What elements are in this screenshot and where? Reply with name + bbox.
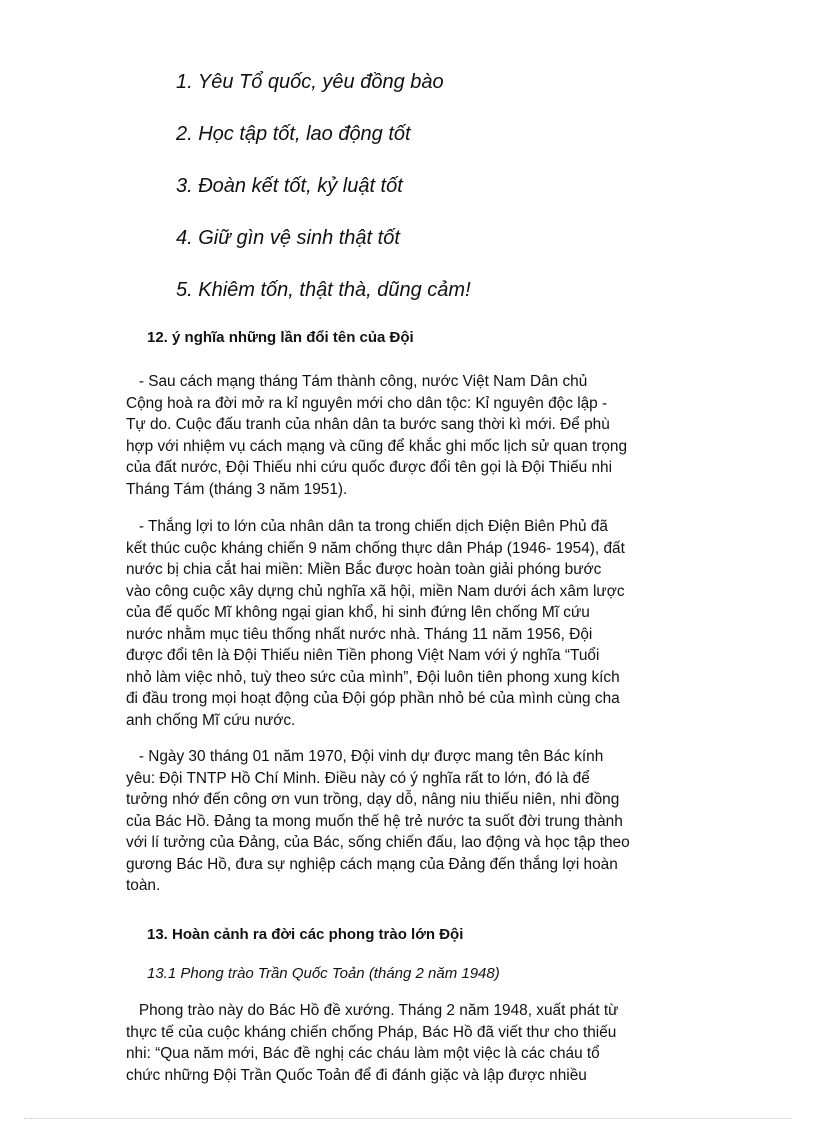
text-line: toàn.: [126, 877, 161, 894]
text-line: - Ngày 30 tháng 01 năm 1970, Đội vinh dự được mang tên Bác kính: [126, 748, 604, 765]
text-line: thực tế của cuộc kháng chiến chống Pháp, Bác Hồ đã viết thư cho thiếu: [126, 1023, 617, 1041]
text-line: của Bác Hồ. Đảng ta mong muốn thế hệ trẻ nước ta suốt đời trung thành: [126, 812, 623, 830]
section-12-paragraph-1: [126, 371, 701, 500]
text-line: của đế quốc Mĩ không ngại gian khổ, hi sinh đứng lên chống Mĩ cứu: [126, 604, 590, 621]
text-line: nước nhằm mục tiêu thống nhất nước nhà. Tháng 11 năm 1956, Đội: [126, 625, 593, 643]
text-line: nước bị chia cắt hai miền: Miền Bắc được hoàn toàn giải phóng bước: [126, 561, 602, 578]
text-line: với lí tưởng của Đảng, của Bác, sống chiến đấu, lao động và học tập theo: [126, 834, 630, 851]
section-13-heading: 13. Hoàn cảnh ra đời các phong trào lớn Đội: [147, 926, 464, 943]
oath-item: 5. Khiêm tốn, thật thà, dũng cảm!: [176, 279, 471, 301]
text-line: Phong trào này do Bác Hồ đề xướng. Tháng 2 năm 1948, xuất phát từ: [126, 1002, 619, 1019]
text-line: chức những Đội Trần Quốc Toản để đi đánh giặc và lập được nhiều: [126, 1066, 587, 1084]
oath-item: 2. Học tập tốt, lao động tốt: [176, 123, 411, 145]
text-line: hợp với nhiệm vụ cách mạng và cũng để khắc ghi mốc lịch sử quan trọng: [126, 437, 628, 455]
text-line: Tháng Tám (tháng 3 năm 1951).: [126, 480, 348, 498]
text-line: yêu: Đội TNTP Hồ Chí Minh. Điều này có ý nghĩa rất to lớn, đó là để: [126, 769, 590, 787]
section-13-1-paragraph: [126, 1000, 701, 1086]
oath-item: 4. Giữ gìn vệ sinh thật tốt: [176, 227, 400, 249]
section-13-1-subheading: 13.1 Phong trào Trần Quốc Toản (tháng 2 năm 1948): [147, 965, 500, 982]
text-line: kết thúc cuộc kháng chiến 9 năm chống thực dân Pháp (1946- 1954), đất: [126, 539, 625, 557]
oath-item: 1. Yêu Tổ quốc, yêu đồng bào: [176, 71, 444, 93]
text-line: vào công cuộc xây dựng chủ nghĩa xã hội, miền Nam dưới ách xâm lược: [126, 582, 625, 600]
text-line: - Thắng lợi to lớn của nhân dân ta trong chiến dịch Điện Biên Phủ đã: [126, 518, 608, 535]
section-12-paragraph-2: [126, 516, 701, 731]
text-line: đi đầu trong mọi hoạt động của Đội góp phần nhỏ bé của mình cùng cha: [126, 690, 620, 707]
text-line: nhi: “Qua năm mới, Bác đề nghị các cháu làm một việc là các cháu tổ: [126, 1045, 600, 1062]
text-line: anh chống Mĩ cứu nước.: [126, 711, 296, 729]
section-12-paragraph-3: [126, 746, 701, 897]
text-line: của đất nước, Đội Thiếu nhi cứu quốc được đổi tên gọi là Đội Thiếu nhi: [126, 459, 613, 476]
text-line: tưởng nhớ đến công ơn vun trồng, dạy dỗ, nâng niu thiếu niên, nhi đồng: [126, 791, 620, 808]
page-bottom-rule: [24, 1118, 792, 1119]
text-line: - Sau cách mạng tháng Tám thành công, nước Việt Nam Dân chủ: [126, 373, 588, 390]
oath-list: [176, 70, 471, 330]
text-line: Tự do. Cuộc đấu tranh của nhân dân ta bước sang thời kì mới. Để phù: [126, 416, 610, 433]
text-line: nhỏ làm việc nhỏ, tuỳ theo sức của mình”, Đội luôn tiên phong xung kích: [126, 668, 620, 686]
text-line: Cộng hoà ra đời mở ra kỉ nguyên mới cho dân tộc: Kỉ nguyên độc lập -: [126, 394, 608, 412]
text-line: gương Bác Hồ, đưa sự nghiệp cách mạng của Đảng đến thắng lợi hoàn: [126, 855, 618, 873]
text-line: được đổi tên là Đội Thiếu niên Tiền phong Việt Nam với ý nghĩa “Tuổi: [126, 647, 600, 664]
oath-item: 3. Đoàn kết tốt, kỷ luật tốt: [176, 175, 403, 197]
section-12-heading: 12. ý nghĩa những lần đổi tên của Đội: [147, 329, 414, 346]
